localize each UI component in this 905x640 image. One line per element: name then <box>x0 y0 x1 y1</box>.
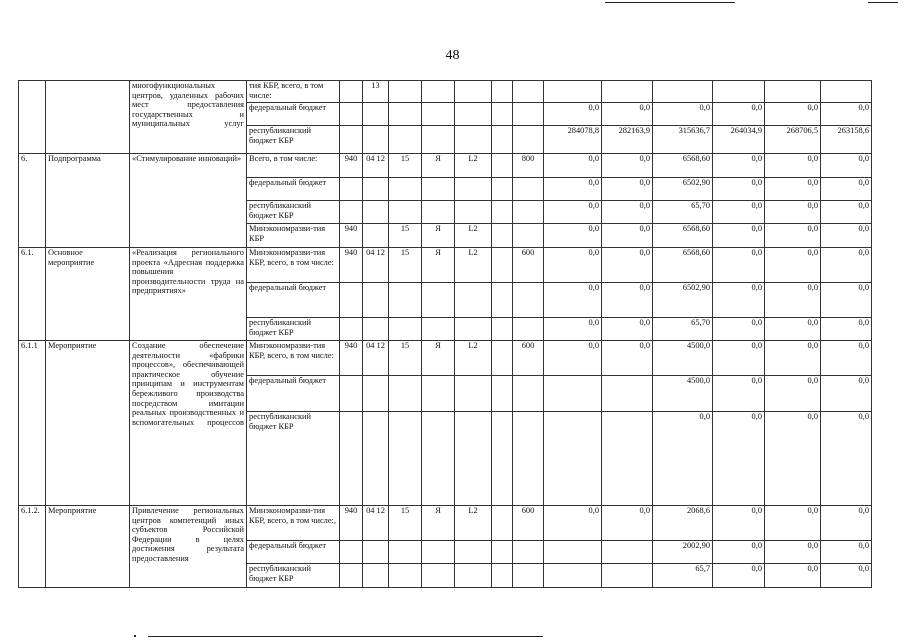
funding-source-cell: федеральный бюджет <box>247 541 340 564</box>
scan-artifact-dot <box>134 635 136 637</box>
direction-cell <box>492 541 513 564</box>
direction-cell <box>492 248 513 283</box>
om-cell <box>455 201 492 224</box>
row-name-cell: Привлечение региональных центров компетенций иных субъектов Российской Федерации в целях достижения результата предоставления <box>130 506 247 588</box>
year-2-cell: 0,0 <box>602 506 653 541</box>
year-1-cell <box>544 376 602 412</box>
year-5-cell: 0,0 <box>765 201 821 224</box>
gp-cell <box>389 103 422 126</box>
pgp-cell <box>422 541 455 564</box>
year-3-cell: 2068,6 <box>653 506 713 541</box>
year-2-cell: 0,0 <box>602 154 653 178</box>
funding-source-cell: федеральный бюджет <box>247 178 340 201</box>
pgp-cell: Я <box>422 506 455 541</box>
funding-source-cell: тия КБР, всего, в том числе: <box>247 81 340 103</box>
row-name-cell: «Реализация регионального проекта «Адресная поддержка повышения производительности труда на предприятиях» <box>130 248 247 341</box>
scan-artifact-line <box>868 2 898 3</box>
year-1-cell <box>544 412 602 506</box>
row-number-cell: 6.1.2. <box>19 506 46 588</box>
vr-cell <box>513 376 544 412</box>
grbs-cell: 940 <box>340 154 363 178</box>
om-cell <box>455 541 492 564</box>
om-cell <box>455 564 492 588</box>
row-number-cell: 6.1.1 <box>19 341 46 506</box>
direction-cell <box>492 318 513 341</box>
grbs-cell <box>340 412 363 506</box>
pgp-cell <box>422 103 455 126</box>
vr-cell: 600 <box>513 248 544 283</box>
funding-source-cell: Минэкономразви-тия КБР, всего, в том числе: <box>247 248 340 283</box>
row-type-cell: Подпрограмма <box>46 154 130 248</box>
vr-cell: 600 <box>513 506 544 541</box>
year-4-cell <box>713 81 765 103</box>
vr-cell <box>513 224 544 248</box>
vr-cell <box>513 126 544 154</box>
rz-pr-cell <box>363 224 389 248</box>
pgp-cell: Я <box>422 248 455 283</box>
funding-source-cell: республиканский бюджет КБР <box>247 126 340 154</box>
year-6-cell: 0,0 <box>821 318 872 341</box>
year-5-cell: 268706,5 <box>765 126 821 154</box>
year-6-cell: 0,0 <box>821 341 872 376</box>
year-6-cell: 0,0 <box>821 564 872 588</box>
pgp-cell <box>422 178 455 201</box>
year-5-cell: 0,0 <box>765 224 821 248</box>
year-3-cell: 65,70 <box>653 318 713 341</box>
grbs-cell <box>340 564 363 588</box>
year-3-cell: 315636,7 <box>653 126 713 154</box>
year-2-cell <box>602 81 653 103</box>
direction-cell <box>492 154 513 178</box>
om-cell <box>455 81 492 103</box>
grbs-cell: 940 <box>340 506 363 541</box>
year-5-cell: 0,0 <box>765 412 821 506</box>
signature-line <box>148 636 543 637</box>
year-5-cell: 0,0 <box>765 283 821 318</box>
year-3-cell: 65,70 <box>653 201 713 224</box>
grbs-cell: 940 <box>340 248 363 283</box>
direction-cell <box>492 103 513 126</box>
direction-cell <box>492 412 513 506</box>
year-1-cell: 0,0 <box>544 318 602 341</box>
year-1-cell <box>544 541 602 564</box>
direction-cell <box>492 81 513 103</box>
table-row <box>19 248 872 283</box>
year-4-cell: 0,0 <box>713 376 765 412</box>
om-cell <box>455 126 492 154</box>
grbs-cell <box>340 376 363 412</box>
rz-pr-cell <box>363 412 389 506</box>
year-6-cell: 0,0 <box>821 224 872 248</box>
pgp-cell <box>422 564 455 588</box>
rz-pr-cell <box>363 201 389 224</box>
year-5-cell: 0,0 <box>765 541 821 564</box>
direction-cell <box>492 564 513 588</box>
year-3-cell: 6568,60 <box>653 248 713 283</box>
year-6-cell: 263158,6 <box>821 126 872 154</box>
pgp-cell <box>422 318 455 341</box>
grbs-cell <box>340 541 363 564</box>
year-3-cell: 6568,60 <box>653 154 713 178</box>
funding-source-cell: федеральный бюджет <box>247 103 340 126</box>
vr-cell: 800 <box>513 154 544 178</box>
year-2-cell: 0,0 <box>602 201 653 224</box>
pgp-cell: Я <box>422 341 455 376</box>
year-1-cell: 0,0 <box>544 506 602 541</box>
year-2-cell: 0,0 <box>602 224 653 248</box>
grbs-cell <box>340 81 363 103</box>
vr-cell <box>513 541 544 564</box>
direction-cell <box>492 224 513 248</box>
page-number: 48 <box>445 48 460 63</box>
year-6-cell: 0,0 <box>821 248 872 283</box>
grbs-cell <box>340 283 363 318</box>
year-4-cell: 0,0 <box>713 564 765 588</box>
funding-source-cell: Минэкономразви-тия КБР <box>247 224 340 248</box>
year-2-cell: 0,0 <box>602 103 653 126</box>
year-1-cell <box>544 81 602 103</box>
gp-cell <box>389 126 422 154</box>
year-6-cell: 0,0 <box>821 541 872 564</box>
grbs-cell <box>340 318 363 341</box>
vr-cell <box>513 103 544 126</box>
rz-pr-cell <box>363 283 389 318</box>
gp-cell: 15 <box>389 341 422 376</box>
direction-cell <box>492 126 513 154</box>
year-6-cell: 0,0 <box>821 201 872 224</box>
rz-pr-cell <box>363 541 389 564</box>
year-1-cell: 0,0 <box>544 154 602 178</box>
direction-cell <box>492 341 513 376</box>
year-3-cell: 0,0 <box>653 103 713 126</box>
pgp-cell <box>422 412 455 506</box>
year-4-cell: 0,0 <box>713 248 765 283</box>
grbs-cell <box>340 103 363 126</box>
year-2-cell: 0,0 <box>602 341 653 376</box>
vr-cell <box>513 178 544 201</box>
year-3-cell: 2002,90 <box>653 541 713 564</box>
gp-cell <box>389 412 422 506</box>
rz-pr-cell <box>363 103 389 126</box>
gp-cell <box>389 283 422 318</box>
om-cell: L2 <box>455 506 492 541</box>
year-5-cell: 0,0 <box>765 506 821 541</box>
rz-pr-cell <box>363 564 389 588</box>
year-1-cell: 0,0 <box>544 248 602 283</box>
year-4-cell: 0,0 <box>713 178 765 201</box>
year-6-cell: 0,0 <box>821 103 872 126</box>
year-3-cell: 65,7 <box>653 564 713 588</box>
gp-cell <box>389 178 422 201</box>
year-3-cell: 6502,90 <box>653 283 713 318</box>
om-cell <box>455 412 492 506</box>
table-row <box>19 81 872 103</box>
funding-source-cell: республиканский бюджет КБР <box>247 412 340 506</box>
om-cell: L2 <box>455 224 492 248</box>
year-1-cell: 284078,8 <box>544 126 602 154</box>
year-6-cell <box>821 81 872 103</box>
year-2-cell: 282163,9 <box>602 126 653 154</box>
year-5-cell: 0,0 <box>765 154 821 178</box>
year-4-cell: 0,0 <box>713 103 765 126</box>
year-3-cell: 6502,90 <box>653 178 713 201</box>
year-2-cell: 0,0 <box>602 178 653 201</box>
year-2-cell <box>602 376 653 412</box>
year-4-cell: 264034,9 <box>713 126 765 154</box>
pgp-cell <box>422 126 455 154</box>
row-type-cell: Мероприятие <box>46 506 130 588</box>
om-cell <box>455 376 492 412</box>
year-1-cell: 0,0 <box>544 201 602 224</box>
year-5-cell: 0,0 <box>765 564 821 588</box>
year-5-cell: 0,0 <box>765 318 821 341</box>
direction-cell <box>492 376 513 412</box>
funding-source-cell: республиканский бюджет КБР <box>247 318 340 341</box>
grbs-cell: 940 <box>340 341 363 376</box>
year-4-cell: 0,0 <box>713 506 765 541</box>
year-4-cell: 0,0 <box>713 412 765 506</box>
row-type-cell: Основное мероприятие <box>46 248 130 341</box>
grbs-cell <box>340 201 363 224</box>
year-1-cell: 0,0 <box>544 341 602 376</box>
table-row <box>19 154 872 178</box>
gp-cell: 15 <box>389 506 422 541</box>
year-5-cell <box>765 81 821 103</box>
year-4-cell: 0,0 <box>713 341 765 376</box>
row-number-cell: 6.1. <box>19 248 46 341</box>
om-cell <box>455 318 492 341</box>
pgp-cell <box>422 376 455 412</box>
year-4-cell: 0,0 <box>713 541 765 564</box>
year-1-cell: 0,0 <box>544 224 602 248</box>
year-6-cell: 0,0 <box>821 154 872 178</box>
year-5-cell: 0,0 <box>765 341 821 376</box>
year-4-cell: 0,0 <box>713 201 765 224</box>
om-cell <box>455 283 492 318</box>
vr-cell <box>513 564 544 588</box>
year-3-cell: 4500,0 <box>653 376 713 412</box>
vr-cell <box>513 412 544 506</box>
vr-cell: 600 <box>513 341 544 376</box>
grbs-cell <box>340 178 363 201</box>
vr-cell <box>513 201 544 224</box>
year-6-cell: 0,0 <box>821 506 872 541</box>
year-1-cell: 0,0 <box>544 178 602 201</box>
om-cell: L2 <box>455 341 492 376</box>
direction-cell <box>492 201 513 224</box>
funding-source-cell: федеральный бюджет <box>247 376 340 412</box>
row-name-cell: многофункциональных центров, удаленных рабочих мест предоставления государственных и муниципальных услуг <box>130 81 247 154</box>
direction-cell <box>492 283 513 318</box>
rz-pr-cell <box>363 318 389 341</box>
pgp-cell: Я <box>422 224 455 248</box>
rz-pr-cell <box>363 126 389 154</box>
pgp-cell: Я <box>422 154 455 178</box>
rz-pr-cell: 04 12 <box>363 248 389 283</box>
gp-cell <box>389 318 422 341</box>
funding-source-cell: республиканский бюджет КБР <box>247 201 340 224</box>
year-2-cell <box>602 564 653 588</box>
om-cell <box>455 178 492 201</box>
funding-source-cell: Минэкономразви-тия КБР, всего, в том числе:, <box>247 506 340 541</box>
om-cell: L2 <box>455 154 492 178</box>
funding-source-cell: Минэкономразви-тия КБР, всего, в том числе: <box>247 341 340 376</box>
year-2-cell <box>602 412 653 506</box>
gp-cell <box>389 564 422 588</box>
row-number-cell <box>19 81 46 154</box>
year-6-cell: 0,0 <box>821 178 872 201</box>
year-4-cell: 0,0 <box>713 154 765 178</box>
pgp-cell <box>422 81 455 103</box>
year-4-cell: 0,0 <box>713 224 765 248</box>
year-2-cell <box>602 541 653 564</box>
direction-cell <box>492 506 513 541</box>
year-2-cell: 0,0 <box>602 283 653 318</box>
year-1-cell: 0,0 <box>544 103 602 126</box>
year-1-cell <box>544 564 602 588</box>
year-1-cell: 0,0 <box>544 283 602 318</box>
year-5-cell: 0,0 <box>765 248 821 283</box>
rz-pr-cell: 04 12 <box>363 506 389 541</box>
gp-cell <box>389 376 422 412</box>
year-4-cell: 0,0 <box>713 318 765 341</box>
rz-pr-cell: 13 <box>363 81 389 103</box>
row-name-cell: «Стимулирование инноваций» <box>130 154 247 248</box>
scan-artifact-line <box>605 2 735 3</box>
budget-table <box>18 80 872 588</box>
year-6-cell: 0,0 <box>821 412 872 506</box>
table-row <box>19 341 872 376</box>
vr-cell <box>513 81 544 103</box>
year-5-cell: 0,0 <box>765 376 821 412</box>
grbs-cell <box>340 126 363 154</box>
rz-pr-cell <box>363 178 389 201</box>
gp-cell <box>389 201 422 224</box>
direction-cell <box>492 178 513 201</box>
gp-cell <box>389 541 422 564</box>
year-6-cell: 0,0 <box>821 376 872 412</box>
vr-cell <box>513 283 544 318</box>
funding-source-cell: федеральный бюджет <box>247 283 340 318</box>
year-3-cell: 6568,60 <box>653 224 713 248</box>
om-cell <box>455 103 492 126</box>
gp-cell <box>389 81 422 103</box>
gp-cell: 15 <box>389 154 422 178</box>
year-5-cell: 0,0 <box>765 103 821 126</box>
gp-cell: 15 <box>389 248 422 283</box>
rz-pr-cell <box>363 376 389 412</box>
year-3-cell <box>653 81 713 103</box>
row-number-cell: 6. <box>19 154 46 248</box>
funding-source-cell: республиканский бюджет КБР <box>247 564 340 588</box>
grbs-cell: 940 <box>340 224 363 248</box>
year-2-cell: 0,0 <box>602 318 653 341</box>
row-type-cell: Мероприятие <box>46 341 130 506</box>
year-2-cell: 0,0 <box>602 248 653 283</box>
gp-cell: 15 <box>389 224 422 248</box>
funding-source-cell: Всего, в том числе: <box>247 154 340 178</box>
year-4-cell: 0,0 <box>713 283 765 318</box>
row-type-cell <box>46 81 130 154</box>
year-5-cell: 0,0 <box>765 178 821 201</box>
table-row <box>19 506 872 541</box>
om-cell: L2 <box>455 248 492 283</box>
rz-pr-cell: 04 12 <box>363 341 389 376</box>
year-3-cell: 4500,0 <box>653 341 713 376</box>
pgp-cell <box>422 201 455 224</box>
rz-pr-cell: 04 12 <box>363 154 389 178</box>
year-3-cell: 0,0 <box>653 412 713 506</box>
vr-cell <box>513 318 544 341</box>
year-6-cell: 0,0 <box>821 283 872 318</box>
row-name-cell: Создание обеспечение деятельности «фабрики процессов», обеспечивающей практическое обучение принципам и инструментам бережливого производства посредством имитации реальных производственных и вспомогательных процессов <box>130 341 247 506</box>
pgp-cell <box>422 283 455 318</box>
